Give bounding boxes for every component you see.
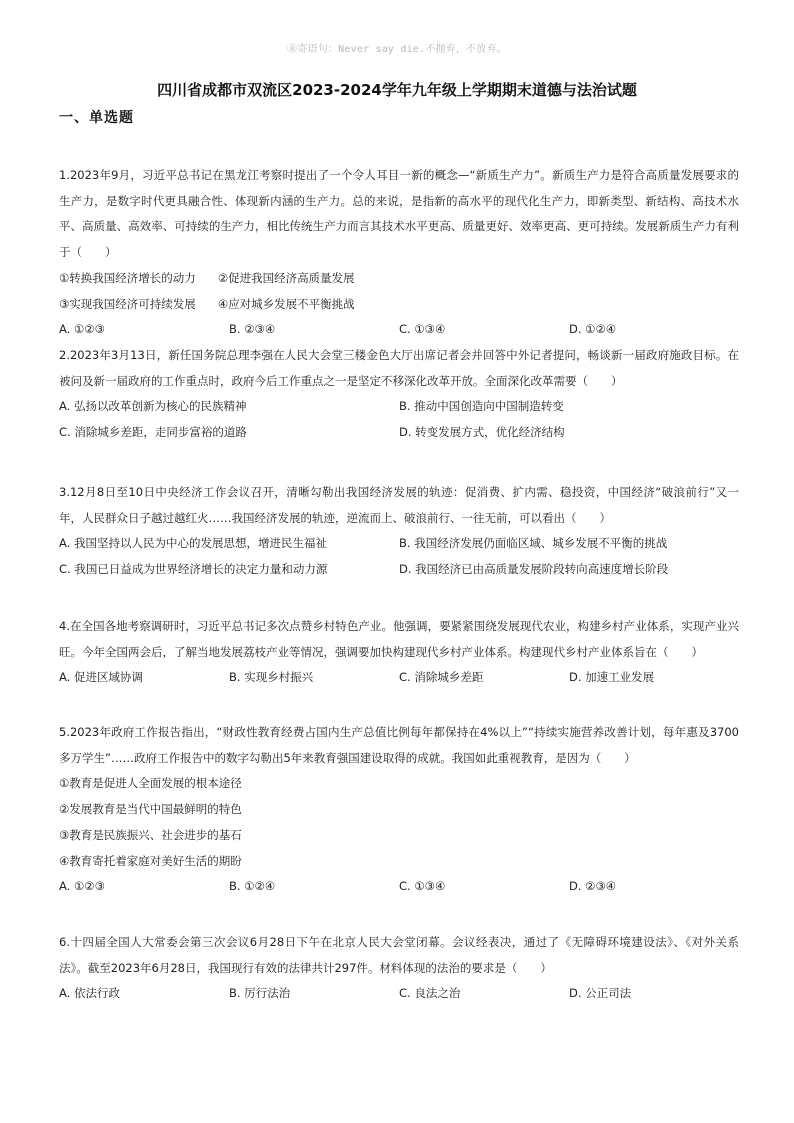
option-d[interactable]: D. 加速工业发展: [569, 670, 655, 685]
option-b[interactable]: B. ②③④: [229, 322, 276, 337]
question-stem: 4.在全国各地考察调研时，习近平总书记多次点赞乡村特色产业。他强调，要紧紧围绕发展现代农业，构建乡村产业体系，实现产业兴旺。今年全国两会后，了解当地发展荔枝产业等情况，强调要加快构建现代乡村产业体系。构建现代乡村产业体系旨在（ ）: [59, 619, 739, 659]
question-5: [59, 720, 739, 900]
option-list: [59, 531, 739, 582]
question-stem: 2.2023年3月13日，新任国务院总理李强在人民大会堂三楼金色大厅出席记者会并回答中外记者提问，畅谈新一届政府施政目标。在被问及新一届政府的工作重点时，政府今后工作重点之一是坚定不移深化改革开放。全面深化改革需要（ ）: [59, 348, 739, 388]
option-a[interactable]: A. ①②③: [59, 322, 105, 337]
option-a[interactable]: A. 促进区域协调: [59, 670, 143, 685]
option-d[interactable]: D. 公正司法: [569, 986, 632, 1001]
option-list: [59, 665, 739, 691]
option-list: [59, 981, 739, 1007]
option-c[interactable]: C. 我国已日益成为世界经济增长的决定力量和动力源: [59, 562, 328, 577]
section-heading: 一、单选题: [59, 110, 134, 126]
option-b[interactable]: B. 推动中国创造向中国制造转变: [399, 399, 564, 414]
option-b[interactable]: B. 实现乡村振兴: [229, 670, 314, 685]
option-c[interactable]: C. 消除城乡差距: [399, 670, 484, 685]
statement: ①转换我国经济增长的动力: [59, 270, 196, 285]
option-list: [59, 317, 739, 343]
option-b[interactable]: B. 我国经济发展仍面临区域、城乡发展不平衡的挑战: [399, 536, 668, 551]
watermark-text: ㊎寄语句：Never say die.不抛弃，不放弃。: [287, 44, 507, 55]
option-d[interactable]: D. 转变发展方式，优化经济结构: [399, 425, 565, 440]
option-c[interactable]: C. ①③④: [399, 322, 446, 337]
question-stem: 6.十四届全国人大常委会第三次会议6月28日下午在北京人民大会堂闭幕。会议经表决，通过了《无障碍环境建设法》、《对外关系法》。截至2023年6月28日，我国现行有效的法律共计297件。材料体现的法治的要求是（ ）: [59, 935, 739, 975]
statement: ④应对城乡发展不平衡挑战: [217, 296, 355, 311]
question-2: [59, 343, 739, 446]
option-list: [59, 874, 739, 900]
option-d[interactable]: D. 我国经济已由高质量发展阶段转向高速度增长阶段: [399, 562, 669, 577]
option-c[interactable]: C. 消除城乡差距，走同步富裕的道路: [59, 425, 247, 440]
option-a[interactable]: A. 依法行政: [59, 986, 120, 1001]
statement: ③实现我国经济可持续发展: [59, 296, 196, 311]
statement: ②发展教育是当代中国最鲜明的特色: [59, 802, 242, 817]
option-a[interactable]: A. 弘扬以改革创新为核心的民族精神: [59, 399, 247, 414]
option-d[interactable]: D. ①②④: [569, 322, 617, 337]
statement-row: [59, 292, 739, 318]
option-b[interactable]: B. ①②④: [229, 879, 276, 894]
option-a[interactable]: A. ①②③: [59, 879, 105, 894]
statement: ③教育是民族振兴、社会进步的基石: [59, 827, 242, 842]
question-3: [59, 480, 739, 583]
page-title: 四川省成都市双流区2023-2024学年九年级上学期期末道德与法治试题: [157, 81, 637, 99]
statement: ①教育是促进人全面发展的根本途径: [59, 776, 242, 791]
question-1: [59, 163, 739, 343]
option-b[interactable]: B. 厉行法治: [229, 986, 291, 1001]
question-4: [59, 614, 739, 691]
statement: ②促进我国经济高质量发展: [217, 270, 355, 285]
statement: ④教育寄托着家庭对美好生活的期盼: [59, 853, 242, 868]
option-list: [59, 394, 739, 445]
statement-row: [59, 266, 739, 292]
option-c[interactable]: C. ①③④: [399, 879, 446, 894]
question-stem: 3.12月8日至10日中央经济工作会议召开，清晰勾勒出我国经济发展的轨迹：促消费、扩内需、稳投资，中国经济“破浪前行”又一年，人民群众日子越过越红火……我国经济发展的轨迹，逆流而上、破浪前行、一往无前，可以看出（ ）: [59, 485, 739, 525]
question-6: [59, 930, 739, 1007]
option-c[interactable]: C. 良法之治: [399, 986, 461, 1001]
option-d[interactable]: D. ②③④: [569, 879, 617, 894]
option-a[interactable]: A. 我国坚持以人民为中心的发展思想，增进民生福祉: [59, 536, 327, 551]
question-stem: 5.2023年政府工作报告指出，“财政性教育经费占国内生产总值比例每年都保持在4%以上”“持续实施营养改善计划，每年惠及3700多万学生”……政府工作报告中的数字勾勒出5年来教育强国建设取得的成就。我国如此重视教育，是因为（ ）: [59, 725, 739, 765]
question-stem: 1.2023年9月，习近平总书记在黑龙江考察时提出了一个令人耳目一新的概念—“新质生产力”。新质生产力是符合高质量发展要求的生产力，是数字时代更具融合性、体现新内涵的生产力。总的来说，是指新的高水平的现代化生产力，即新类型、新结构、高技术水平、高质量、高效率、可持续的生产力，相比传统生产力而言其技术水平更高、质量更好、效率更高、更可持续。发展新质生产力有利于（ ）: [59, 168, 739, 260]
